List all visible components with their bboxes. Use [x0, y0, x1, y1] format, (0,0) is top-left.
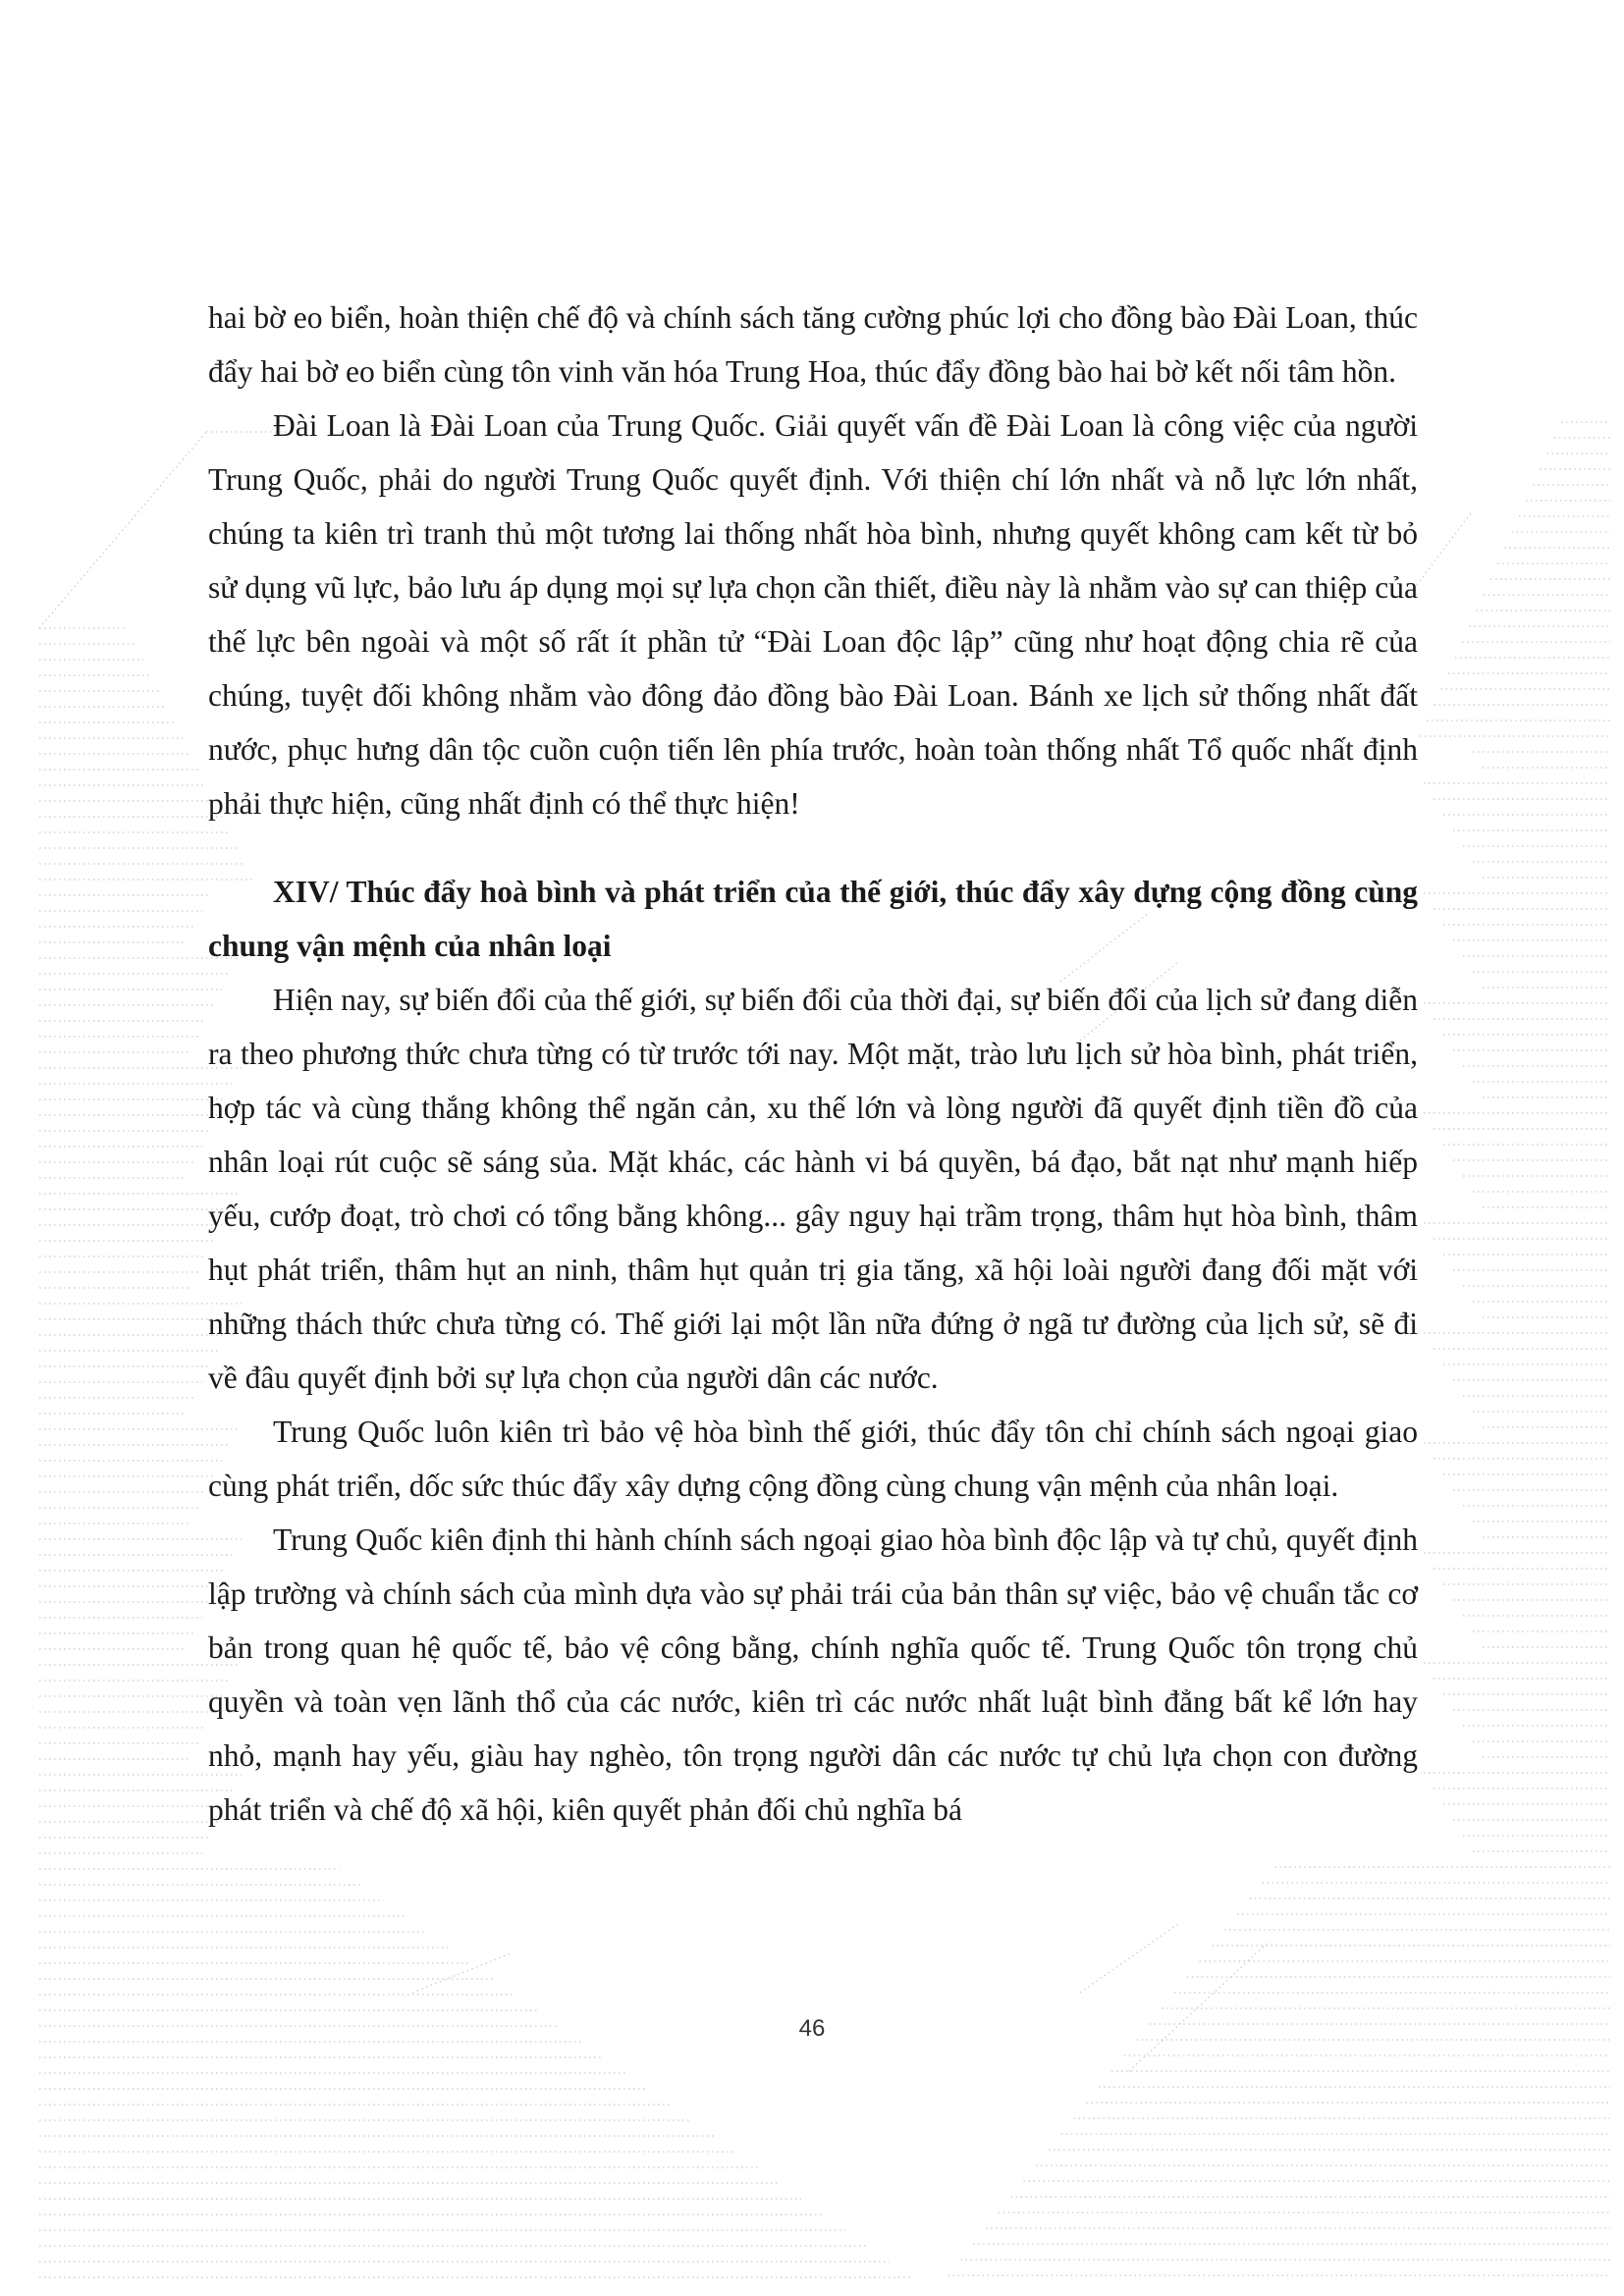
paragraph-taiwan: Đài Loan là Đài Loan của Trung Quốc. Giải quyết vấn đề Đài Loan là công việc của người Trung Quốc, phải do người Trung Quốc quyết định. Với thiện chí lớn nhất và nỗ lực lớn nhất, chúng ta kiên trì tranh thủ một tương lai thống nhất hòa bình, nhưng quyết không cam kết từ bỏ sử dụng vũ lực, bảo lưu áp dụng mọi sự lựa chọn cần thiết, điều này là nhằm vào sự can thiệp của thế lực bên ngoài và một số rất ít phần tử “Đài Loan độc lập” cũng như hoạt động chia rẽ của chúng, tuyệt đối không nhằm vào đông đảo đồng bào Đài Loan. Bánh xe lịch sử thống nhất đất nước, phục hưng dân tộc cuồn cuộn tiến lên phía trước, hoàn toàn thống nhất Tổ quốc nhất định phải thực hiện, cũng nhất định có thể thực hiện!	[208, 408, 1418, 821]
body-text	[208, 291, 1418, 1837]
paragraph-foreign-policy: Trung Quốc kiên định thi hành chính sách ngoại giao hòa bình độc lập và tự chủ, quyết định lập trường và chính sách của mình dựa vào sự phải trái của bản thân sự việc, bảo vệ chuẩn tắc cơ bản trong quan hệ quốc tế, bảo vệ công bằng, chính nghĩa quốc tế. Trung Quốc tôn trọng chủ quyền và toàn vẹn lãnh thổ của các nước, kiên trì các nước nhất luật bình đẳng bất kể lớn hay nhỏ, mạnh hay yếu, giàu hay nghèo, tôn trọng người dân các nước tự chủ lựa chọn con đường phát triển và chế độ xã hội, kiên quyết phản đối chủ nghĩa bá	[208, 1522, 1418, 1827]
paragraph-continuation: hai bờ eo biển, hoàn thiện chế độ và chính sách tăng cường phúc lợi cho đồng bào Đài Loan, thúc đẩy hai bờ eo biển cùng tôn vinh văn hóa Trung Hoa, thúc đẩy đồng bào hai bờ kết nối tâm hồn.	[208, 300, 1418, 389]
page-number: 46	[798, 2015, 826, 2042]
paragraph-world-change: Hiện nay, sự biến đổi của thế giới, sự biến đổi của thời đại, sự biến đổi của lịch sử đang diễn ra theo phương thức chưa từng có từ trước tới nay. Một mặt, trào lưu lịch sử hòa bình, phát triển, hợp tác và cùng thắng không thể ngăn cản, xu thế lớn và lòng người đã quyết định tiền đồ của nhân loại rút cuộc sẽ sáng sủa. Mặt khác, các hành vi bá quyền, bá đạo, bắt nạt như mạnh hiếp yếu, cướp đoạt, trò chơi có tổng bằng không... gây nguy hại trầm trọng, thâm hụt hòa bình, thâm hụt phát triển, thâm hụt an ninh, thâm hụt quản trị gia tăng, xã hội loài người đang đối mặt với những thách thức chưa từng có. Thế giới lại một lần nữa đứng ở ngã tư đường của lịch sử, sẽ đi về đâu quyết định bởi sự lựa chọn của người dân các nước.	[208, 983, 1418, 1395]
section-heading-xiv: XIV/ Thúc đẩy hoà bình và phát triển của thế giới, thúc đẩy xây dựng cộng đồng cùng chung vận mệnh của nhân loại	[208, 875, 1418, 963]
paragraph-peace: Trung Quốc luôn kiên trì bảo vệ hòa bình thế giới, thúc đẩy tôn chỉ chính sách ngoại giao cùng phát triển, dốc sức thúc đẩy xây dựng cộng đồng cùng chung vận mệnh của nhân loại.	[208, 1415, 1418, 1503]
